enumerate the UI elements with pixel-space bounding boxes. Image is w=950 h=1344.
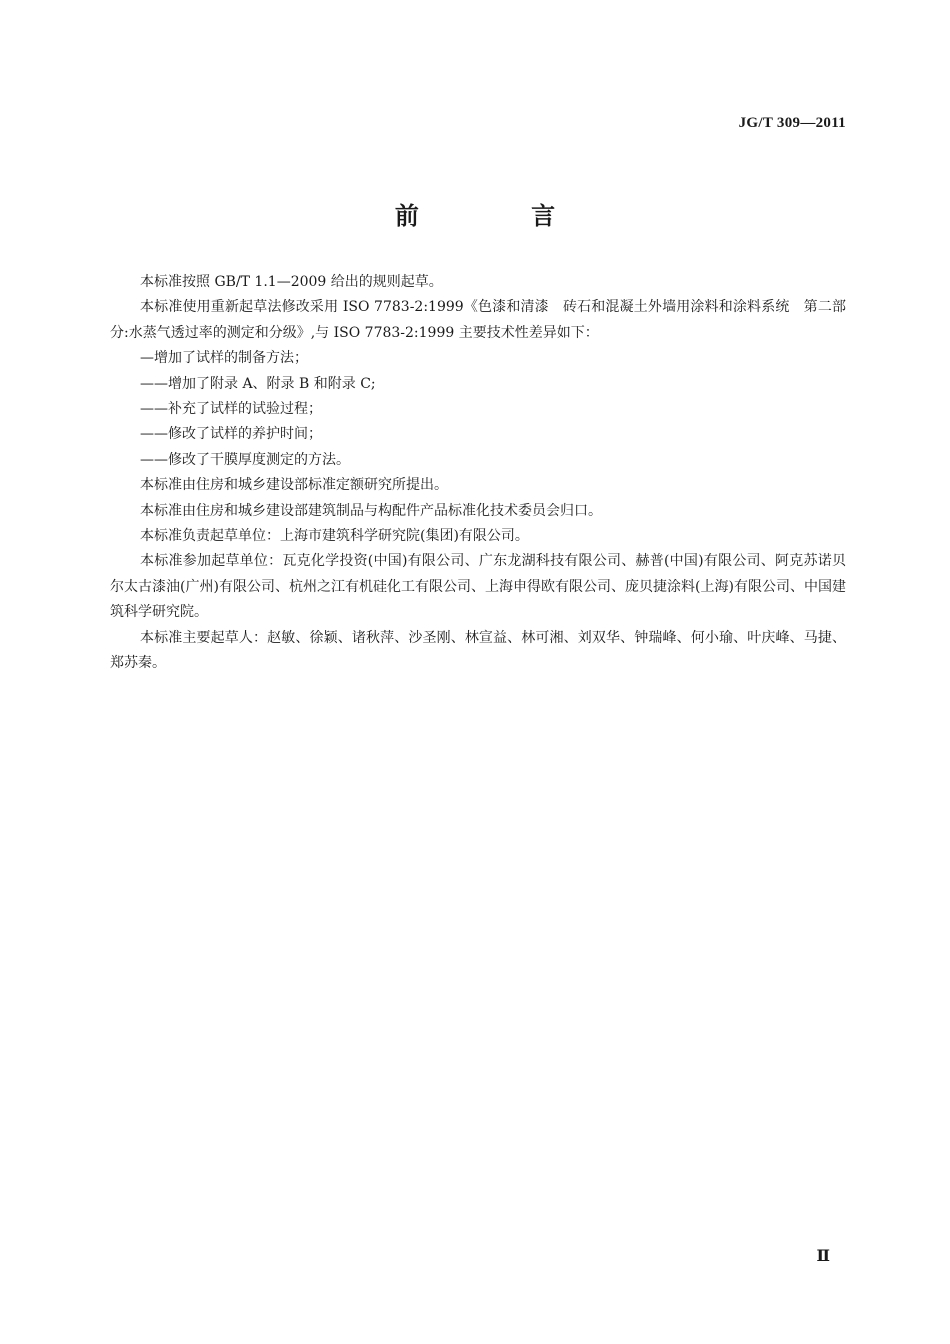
paragraph-proposer: 本标准由住房和城乡建设部标准定额研究所提出。 [140, 477, 448, 494]
list-item: ——增加了附录 A、附录 B 和附录 C; [140, 375, 376, 392]
paragraph-committee: 本标准由住房和城乡建设部建筑制品与构配件产品标准化技术委员会归口。 [140, 502, 602, 519]
list-item: ——补充了试样的试验过程； [140, 401, 322, 418]
standard-code: JG/T 309—2011 [738, 115, 846, 131]
document-body [110, 270, 846, 677]
page-title: 前 言 [394, 202, 608, 230]
paragraph-participants: 本标准参加起草单位：瓦克化学投资(中国)有限公司、广东龙湖科技有限公司、赫普(中国)有限公司、阿克苏诺贝尔太古漆油(广州)有限公司、杭州之江有机硅化工有限公司、上海申得欧有限公司、庞贝捷涂料(上海)有限公司、中国建筑科学研究院。 [110, 553, 846, 621]
paragraph-drafters: 本标准主要起草人：赵敏、徐颖、诸秋萍、沙圣刚、林宣益、林可湘、刘双华、钟瑞峰、何小瑜、叶庆峰、马捷、郑苏秦。 [110, 629, 846, 672]
list-item: —增加了试样的制备方法； [140, 350, 308, 367]
paragraph-drafting-rules: 本标准按照 GB/T 1.1—2009 给出的规则起草。 [140, 274, 443, 290]
list-item: ——修改了干膜厚度测定的方法。 [140, 451, 350, 468]
paragraph-lead-drafter: 本标准负责起草单位：上海市建筑科学研究院(集团)有限公司。 [140, 528, 529, 545]
paragraph-adoption: 本标准使用重新起草法修改采用 ISO 7783-2:1999《色漆和清漆 砖石和混凝土外墙用涂料和涂料系统 第二部分:水蒸气透过率的测定和分级》,与 ISO 7783-2:1999 主要技术性差异如下： [110, 299, 846, 341]
page-number: Ⅱ [816, 1248, 830, 1265]
list-item: ——修改了试样的养护时间； [140, 426, 322, 443]
